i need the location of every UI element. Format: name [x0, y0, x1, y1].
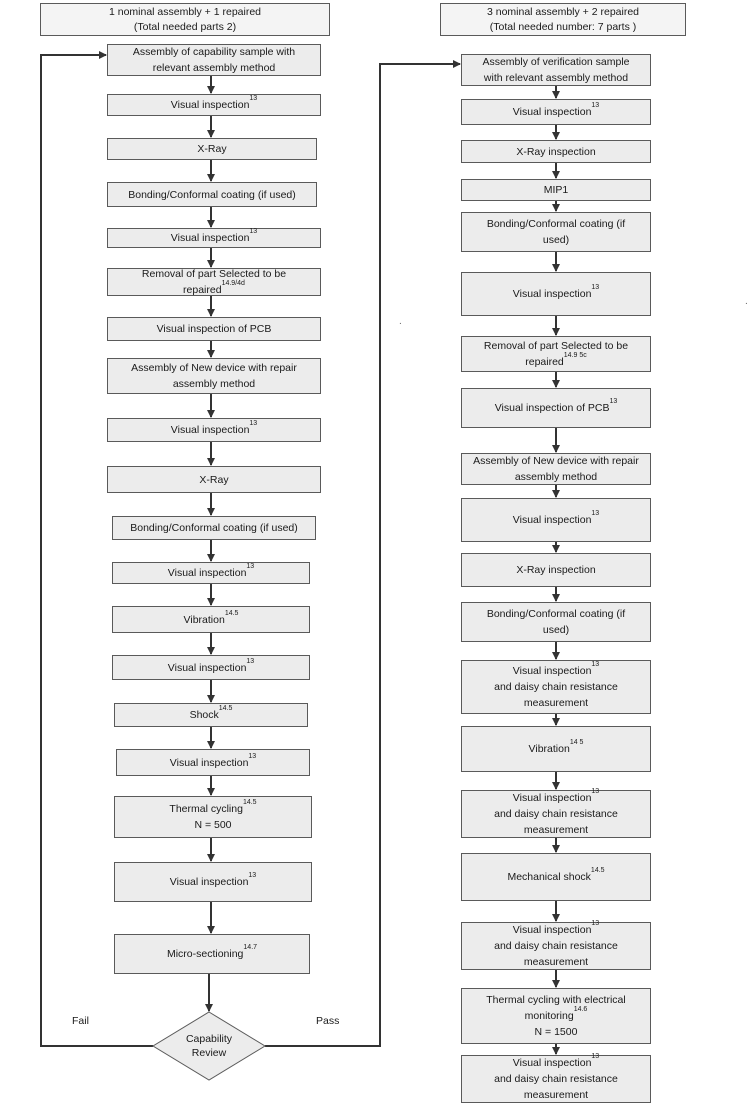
left-step-10	[107, 466, 321, 493]
left-step-text	[169, 801, 256, 833]
left-step-line	[142, 282, 286, 298]
right-step-14	[461, 726, 651, 772]
right-step-line	[494, 822, 618, 838]
right-step-text	[494, 790, 618, 838]
right-step-10	[461, 498, 651, 542]
right-step-label: N = 1500	[534, 1026, 578, 1038]
right-step-label: measurement	[523, 1089, 589, 1101]
left-step-label: Bonding/Conformal coating (if used)	[128, 188, 296, 201]
right-step-line	[513, 286, 599, 302]
left-step-8	[107, 358, 321, 394]
left-step-2	[107, 94, 321, 116]
right-step-label: and daisy chain resistance	[494, 940, 618, 952]
right-step-reference: 13	[591, 788, 600, 795]
left-step-16	[116, 749, 310, 776]
right-step-line	[494, 1087, 618, 1103]
left-step-text	[169, 752, 257, 771]
left-step-reference: 14.9/4d	[221, 280, 245, 287]
left-step-label: Bonding/Conformal coating (if used)	[130, 522, 298, 534]
right-step-line	[484, 338, 628, 354]
left-step-text	[171, 422, 257, 438]
left-step-line	[167, 946, 257, 962]
right-step-label: and daisy chain resistance	[494, 681, 618, 693]
right-step-reference: 13	[609, 398, 618, 405]
left-step-text	[131, 360, 297, 392]
right-step-label: measurement	[523, 956, 589, 968]
right-step-line	[482, 70, 629, 86]
left-step-reference: 13	[246, 563, 255, 570]
right-step-text	[494, 1055, 618, 1103]
right-step-line	[484, 354, 628, 370]
left-step-text	[183, 609, 239, 628]
right-step-line	[507, 869, 604, 885]
right-step-text	[486, 992, 625, 1040]
right-step-line	[495, 400, 618, 416]
right-step-label: assembly method	[514, 471, 598, 483]
right-step-label: used)	[542, 624, 570, 636]
right-step-text	[487, 216, 625, 248]
left-step-label: Assembly of New device with repair	[131, 362, 297, 374]
left-step-line	[131, 360, 297, 376]
left-step-label: Visual inspection	[169, 876, 249, 888]
left-step-text	[128, 187, 296, 203]
left-step-reference: 14.5	[218, 705, 233, 712]
right-step-text	[544, 182, 569, 198]
right-step-label: Bonding/Conformal coating (if	[486, 608, 626, 620]
left-step-label: Micro-sectioning	[166, 948, 244, 960]
right-step-label: Visual inspection of PCB	[494, 402, 610, 414]
left-step-15	[114, 703, 308, 727]
left-column-header	[40, 3, 330, 36]
left-step-label: relevant assembly method	[152, 62, 276, 74]
left-step-text	[170, 874, 256, 890]
left-step-line	[130, 520, 298, 536]
right-step-line	[494, 954, 618, 970]
left-step-line	[131, 376, 297, 392]
right-step-line	[513, 512, 599, 528]
right-step-label: and daisy chain resistance	[494, 808, 618, 820]
right-step-6	[461, 272, 651, 316]
right-step-reference: 13	[591, 920, 600, 927]
right-step-text	[516, 562, 595, 578]
left-step-label: Visual inspection of PCB	[156, 323, 272, 335]
left-step-line	[169, 817, 256, 833]
right-step-text	[484, 338, 628, 370]
right-step-reference: 14 5	[569, 739, 584, 746]
left-step-label: Removal of part Selected to be	[141, 268, 287, 280]
left-step-text	[171, 230, 257, 246]
left-step-text	[142, 266, 286, 298]
right-step-label: and daisy chain resistance	[494, 1073, 618, 1085]
left-step-line	[197, 141, 226, 157]
left-step-text	[167, 946, 257, 962]
left-step-17	[114, 796, 312, 838]
right-step-text	[494, 922, 618, 970]
right-step-line	[487, 232, 625, 248]
right-step-reference: 14.9 5c	[563, 352, 587, 359]
left-step-label: Visual inspection	[170, 424, 250, 436]
left-step-label: Visual inspection	[167, 661, 247, 674]
left-step-line	[169, 752, 257, 771]
right-step-label: Visual inspection	[512, 1057, 592, 1069]
right-step-4	[461, 179, 651, 201]
left-step-line	[167, 657, 255, 676]
right-step-label: X-Ray inspection	[516, 145, 596, 158]
right-step-text	[482, 54, 629, 86]
decision-line-1: Capability	[185, 1033, 233, 1045]
left-step-line	[168, 565, 254, 581]
right-column-header	[440, 3, 686, 36]
right-step-13	[461, 660, 651, 714]
right-step-line	[516, 562, 595, 578]
right-header-line-2: (Total needed number: 7 parts )	[489, 20, 637, 33]
right-step-line	[494, 806, 618, 822]
left-step-label: X-Ray	[197, 143, 227, 155]
left-step-label: Thermal cycling	[169, 803, 243, 815]
left-step-line	[190, 707, 233, 723]
right-step-label: Bonding/Conformal coating (if	[486, 218, 626, 230]
right-step-label: Visual inspection	[512, 514, 592, 526]
right-step-reference: 14.6	[573, 1006, 588, 1013]
right-step-7	[461, 336, 651, 372]
left-step-13	[112, 606, 310, 633]
right-step-line	[482, 54, 629, 70]
left-step-line	[128, 187, 296, 203]
right-step-label: Assembly of verification sample	[482, 56, 630, 68]
left-step-reference: 13	[249, 420, 258, 427]
left-step-text	[197, 141, 226, 157]
right-step-line	[487, 606, 625, 622]
right-step-line	[494, 679, 618, 695]
left-step-text	[199, 472, 228, 488]
right-step-2	[461, 99, 651, 125]
stray-mark: .	[399, 316, 402, 327]
right-header-line-1: 3 nominal assembly + 2 repaired	[486, 5, 640, 18]
left-step-9	[107, 418, 321, 442]
left-header-line-1: 1 nominal assembly + 1 repaired	[108, 5, 262, 18]
left-step-3	[107, 138, 317, 160]
right-step-line	[487, 216, 625, 232]
left-step-7	[107, 317, 321, 341]
left-step-12	[112, 562, 310, 584]
left-step-reference: 13	[246, 657, 255, 665]
right-step-text	[513, 286, 599, 302]
left-step-19	[114, 934, 310, 974]
right-step-line	[494, 663, 618, 679]
left-step-label: Assembly of capability sample with	[132, 46, 296, 58]
right-step-label: repaired	[525, 356, 564, 368]
left-step-line	[170, 874, 256, 890]
right-step-text	[495, 400, 618, 416]
left-step-label: Visual inspection	[169, 756, 249, 769]
decision-line-2: Review	[191, 1047, 227, 1059]
left-step-line	[183, 609, 239, 628]
left-step-text	[171, 97, 257, 113]
left-step-text	[157, 321, 272, 337]
right-step-reference: 13	[591, 284, 600, 291]
right-step-1	[461, 54, 651, 86]
left-step-label: assembly method	[172, 378, 256, 390]
right-step-16	[461, 853, 651, 901]
left-step-line	[169, 801, 256, 817]
right-step-line	[494, 695, 618, 711]
right-step-label: Mechanical shock	[507, 871, 591, 883]
right-step-label: used)	[542, 234, 570, 246]
right-step-8	[461, 388, 651, 428]
right-step-line	[529, 741, 584, 757]
right-step-11	[461, 553, 651, 587]
right-step-label: Vibration	[528, 743, 570, 755]
left-step-text	[133, 44, 295, 76]
pass-label: Pass	[316, 1015, 340, 1027]
right-step-5	[461, 212, 651, 252]
left-step-reference: 14.7	[243, 944, 258, 951]
capability-review-label	[170, 1030, 248, 1062]
right-step-text	[494, 663, 618, 711]
right-step-17	[461, 922, 651, 970]
right-step-reference: 13	[591, 1053, 600, 1060]
left-step-label: Vibration	[183, 613, 225, 626]
right-step-text	[507, 869, 604, 885]
right-step-line	[486, 1024, 625, 1040]
right-step-line	[494, 1055, 618, 1071]
right-step-reference: 13	[591, 510, 600, 517]
right-step-label: MIP1	[543, 184, 569, 196]
left-step-14	[112, 655, 310, 680]
left-step-6	[107, 268, 321, 296]
left-step-line	[133, 44, 295, 60]
left-step-line	[133, 60, 295, 76]
right-step-text	[513, 104, 599, 120]
right-step-label: Visual inspection	[512, 665, 592, 677]
left-step-label: Shock	[189, 709, 219, 721]
right-step-line	[516, 144, 595, 160]
left-step-label: X-Ray	[199, 473, 229, 486]
left-step-5	[107, 228, 321, 248]
right-step-line	[544, 182, 569, 198]
right-step-label: X-Ray inspection	[516, 564, 596, 576]
right-step-label: Thermal cycling with electrical	[486, 994, 626, 1006]
left-step-reference: 14.5	[224, 609, 239, 617]
left-step-line	[157, 321, 272, 337]
right-step-15	[461, 790, 651, 838]
right-step-line	[494, 938, 618, 954]
left-step-label: Visual inspection	[170, 232, 250, 244]
right-step-label: Visual inspection	[512, 106, 592, 118]
left-step-label: Visual inspection	[167, 567, 247, 579]
right-step-label: measurement	[523, 824, 589, 836]
right-step-label: Visual inspection	[512, 288, 592, 300]
fail-label: Fail	[72, 1015, 89, 1027]
left-step-line	[142, 266, 286, 282]
right-step-label: with relevant assembly method	[483, 72, 629, 84]
right-step-line	[486, 992, 625, 1008]
right-step-label: Removal of part Selected to be	[483, 340, 629, 352]
left-step-label: Visual inspection	[170, 99, 250, 111]
right-step-reference: 14.5	[590, 867, 605, 874]
left-step-reference: 13	[248, 752, 257, 760]
right-step-label: Visual inspection	[512, 924, 592, 936]
right-step-label: Visual inspection	[512, 792, 592, 804]
right-step-reference: 13	[591, 102, 600, 109]
left-step-reference: 13	[249, 95, 258, 102]
right-step-line	[487, 622, 625, 638]
left-step-text	[167, 657, 255, 676]
right-step-text	[516, 144, 595, 160]
right-step-12	[461, 602, 651, 642]
right-step-label: measurement	[523, 697, 589, 709]
right-step-line	[486, 1008, 625, 1024]
left-step-reference: 13	[249, 228, 258, 235]
right-step-label: monitoring	[524, 1010, 574, 1022]
right-step-19	[461, 1055, 651, 1103]
right-step-9	[461, 453, 651, 485]
left-step-label: N = 500	[194, 819, 232, 831]
left-step-line	[199, 472, 228, 488]
left-step-line	[171, 422, 257, 438]
left-step-line	[171, 230, 257, 246]
left-step-line	[171, 97, 257, 113]
right-step-line	[494, 1071, 618, 1087]
right-step-text	[513, 512, 599, 528]
left-step-reference: 14.5	[242, 799, 257, 806]
right-step-text	[529, 741, 584, 757]
left-step-reference: 13	[248, 872, 257, 879]
left-step-text	[168, 565, 254, 581]
right-step-label: Assembly of New device with repair	[473, 455, 639, 467]
left-step-18	[114, 862, 312, 902]
left-step-11	[112, 516, 316, 540]
left-step-text	[130, 520, 298, 536]
right-step-line	[494, 922, 618, 938]
right-step-3	[461, 140, 651, 163]
left-header-line-2: (Total needed parts 2)	[133, 20, 237, 33]
left-step-1	[107, 44, 321, 76]
left-step-label: repaired	[183, 284, 222, 296]
right-step-18	[461, 988, 651, 1044]
right-step-line	[473, 469, 639, 485]
right-step-text	[487, 606, 625, 638]
right-step-line	[494, 790, 618, 806]
right-step-reference: 13	[591, 661, 600, 668]
left-step-text	[190, 707, 233, 723]
stray-mark: .	[745, 296, 748, 307]
right-step-text	[473, 453, 639, 485]
right-step-line	[513, 104, 599, 120]
right-step-line	[473, 453, 639, 469]
left-step-4	[107, 182, 317, 207]
